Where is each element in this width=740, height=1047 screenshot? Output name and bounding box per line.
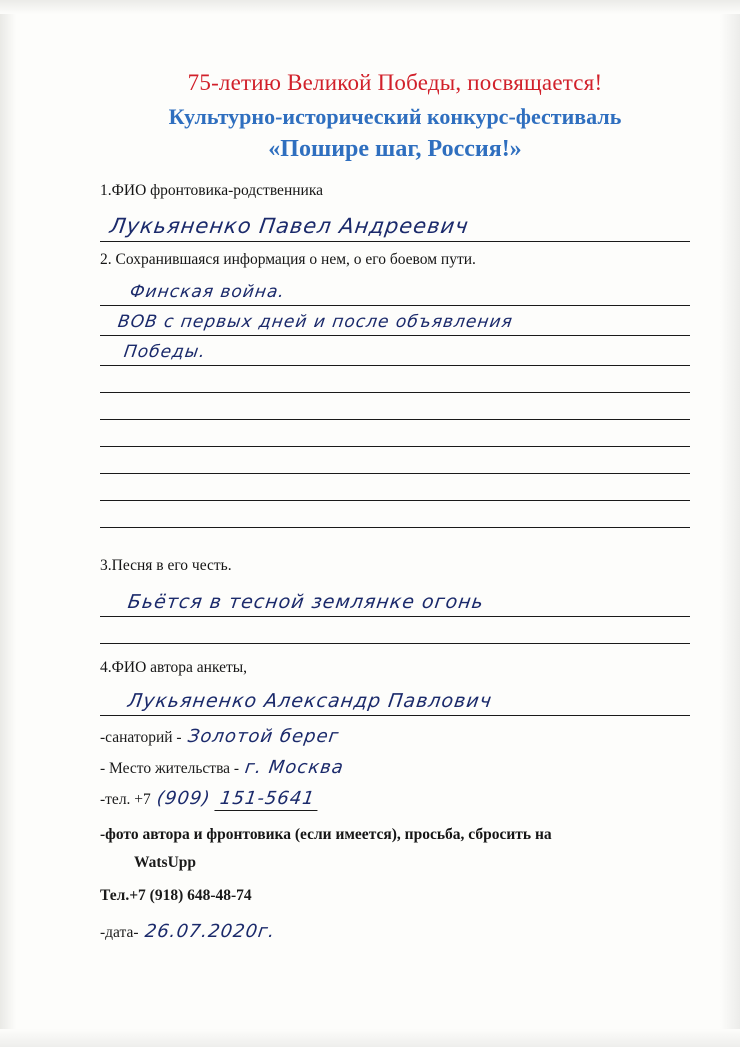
heading-festival-name: «Пошире шаг, Россия!» <box>268 136 522 162</box>
blank-rule <box>100 446 690 447</box>
detail-sanatorium-row[interactable] <box>100 726 690 747</box>
date-label: -дата- <box>100 923 139 941</box>
scan-edge-top <box>0 0 740 14</box>
date-value: 26.07.2020г. <box>143 920 277 942</box>
field-1-underline <box>100 241 690 242</box>
field-4-label: 4.ФИО автора анкеты, <box>100 659 248 677</box>
form-content <box>100 70 690 942</box>
field-4-answer-line[interactable] <box>100 680 690 716</box>
scan-edge-left <box>0 0 16 1047</box>
detail-residence-row[interactable] <box>100 757 690 778</box>
field-3-answer-line[interactable] <box>100 577 690 617</box>
field-1-label: 1.ФИО фронтовика-родственника <box>100 182 324 199</box>
detail-residence-value: г. Москва <box>243 756 346 778</box>
field-4-underline <box>100 715 690 716</box>
field-3-label: 3.Песня в его честь. <box>100 556 232 574</box>
field-1-answer: Лукьяненко Павел Андреевич <box>108 214 471 239</box>
field-3-underline <box>100 616 690 617</box>
blank-rule <box>100 392 690 393</box>
contact-phone: Тел.+7 (918) 648-48-74 <box>100 887 252 905</box>
field-2-answer-3: Победы. <box>122 341 208 362</box>
field-2-answer-line-2[interactable] <box>100 306 690 336</box>
heading-festival: Культурно-исторический конкурс-фестиваль <box>168 104 622 129</box>
photo-note-line-1: -фото автора и фронтовика (если имеется), просьба, сбросить на <box>100 825 552 843</box>
detail-phone-number: 151-5641 <box>215 788 321 811</box>
scan-edge-right <box>720 0 740 1047</box>
scan-edge-bottom <box>0 1029 740 1047</box>
detail-residence-label: - Место жительства - <box>100 759 240 777</box>
field-2-label: 2. Сохранившаяся информация о нем, о его боевом пути. <box>100 251 476 269</box>
detail-phone-label: -тел. +7 <box>100 790 151 808</box>
detail-sanatorium-value: Золотой берег <box>186 725 341 747</box>
field-2-answer-line-3[interactable] <box>100 336 690 366</box>
detail-sanatorium-label: -санаторий - <box>100 728 182 746</box>
field-2-answer-1: Финская война. <box>128 281 287 302</box>
blank-rule <box>100 419 690 420</box>
detail-phone-row[interactable] <box>100 788 690 811</box>
date-row[interactable] <box>100 921 690 942</box>
blank-rule <box>100 473 690 474</box>
field-1-answer-line[interactable] <box>100 202 690 242</box>
field-2-blank-lines[interactable] <box>100 392 690 528</box>
field-3-answer: Бьётся в тесной землянке огонь <box>126 591 486 614</box>
blank-rule <box>100 500 690 501</box>
field-2-underline-3 <box>100 365 690 366</box>
heading-anniversary: 75-летию Великой Победы, посвящается! <box>187 70 603 95</box>
photo-note-watsupp: WatsUpp <box>134 853 197 871</box>
field-2-answer-2: ВОВ с первых дней и после объявления <box>116 311 515 332</box>
detail-phone-area-code: (909) <box>155 787 212 809</box>
field-4-answer: Лукьяненко Александр Павлович <box>126 689 494 712</box>
field-2-answer-line-1[interactable] <box>100 272 690 306</box>
